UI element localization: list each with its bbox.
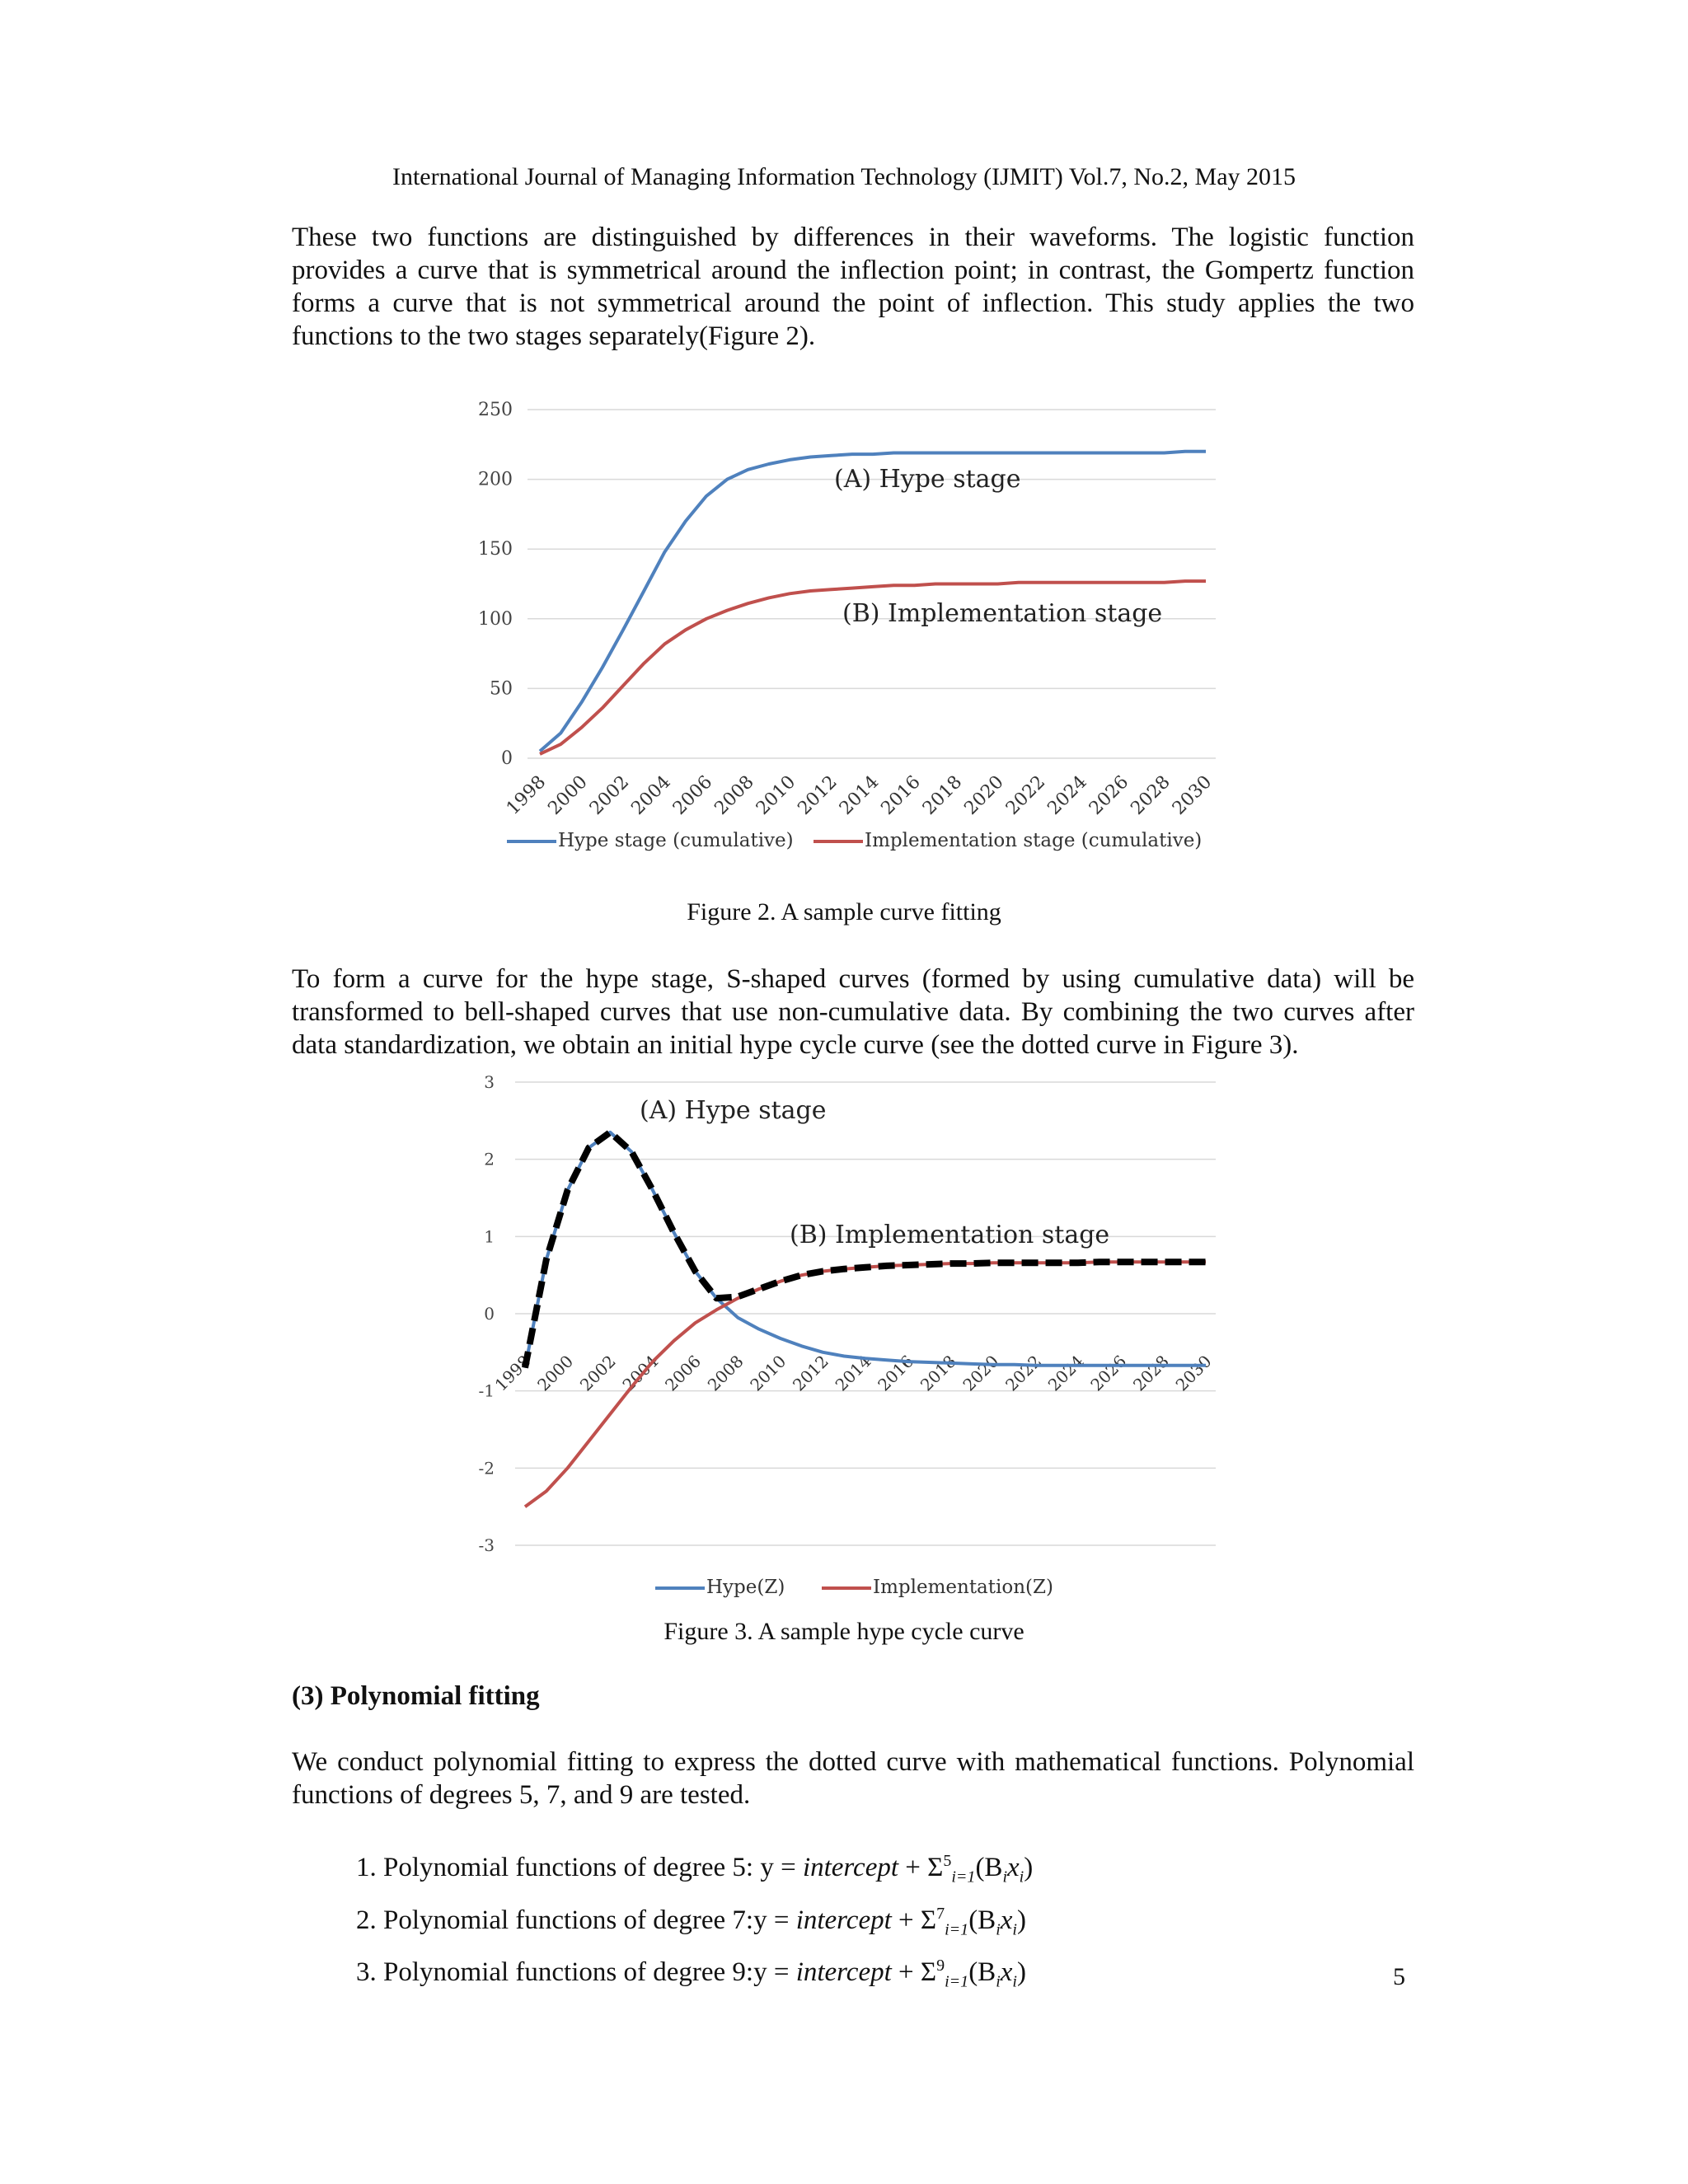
x-tick-label: 2006	[661, 1351, 706, 1395]
legend-label: Hype stage (cumulative)	[558, 830, 794, 851]
formula-1: 1. Polynomial functions of degree 5: y = intercept + $\Sigma^5_{i=1}(B_ix_i)$	[356, 1852, 1034, 1886]
figure-2-chart	[462, 387, 1245, 865]
x-tick-label: 2030	[1168, 771, 1217, 819]
x-tick-label: 1998	[490, 1351, 535, 1395]
x-tick-label: 2002	[575, 1351, 620, 1395]
x-tick-label: 2018	[918, 771, 967, 819]
x-tick-label: 2004	[618, 1351, 663, 1395]
x-tick-label: 2016	[874, 1351, 918, 1395]
y-tick-label: 100	[478, 608, 513, 630]
x-tick-label: 2014	[835, 771, 884, 819]
y-tick-label: 250	[478, 400, 513, 420]
x-tick-label: 2000	[533, 1351, 578, 1395]
y-tick-label: -1	[478, 1380, 495, 1401]
page-number: 5	[1393, 1963, 1405, 1990]
x-tick-label: 2000	[544, 771, 592, 819]
formula-list	[356, 1843, 1033, 2000]
legend-label: Implementation stage (cumulative)	[865, 830, 1203, 851]
y-tick-label: 0	[484, 1304, 495, 1324]
y-tick-label: 50	[490, 678, 513, 700]
series-line	[525, 1132, 1206, 1368]
x-tick-label: 2028	[1127, 771, 1175, 819]
journal-header: International Journal of Managing Information Technology (IJMIT) Vol.7, No.2, May 2015	[392, 163, 1296, 190]
combined-hype-cycle-dotted-line	[525, 1132, 1206, 1368]
figure-2-caption: Figure 2. A sample curve fitting	[687, 898, 1001, 926]
y-tick-label: -2	[478, 1458, 495, 1479]
x-tick-label: 2008	[710, 771, 758, 819]
paragraph-1: These two functions are distinguished by differences in their waveforms. The logistic function provides a curve that is symmetrical around the inflection point; in contrast, the Gompertz function forms a curve that is not symmetrical around the point of inflection. This study applies the two functions to the two stages separately(Figure 2).	[292, 223, 1414, 351]
x-tick-label: 2024	[1043, 1351, 1088, 1395]
x-tick-label: 2028	[1128, 1351, 1173, 1395]
x-tick-label: 2010	[752, 771, 800, 819]
paragraph-3: We conduct polynomial fitting to express the dotted curve with mathematical functions. Polynomial functions of degrees 5, 7, and 9 are tested.	[292, 1747, 1414, 1810]
x-tick-label: 2002	[585, 771, 634, 819]
formula-3: 3. Polynomial functions of degree 9:y = intercept + $\Sigma^9_{i=1}(B_ix_i)$	[356, 1957, 1026, 1991]
x-tick-label: 2012	[794, 771, 842, 819]
x-tick-label: 2022	[1001, 771, 1050, 819]
x-tick-label: 2008	[703, 1351, 748, 1395]
figure-3-chart	[462, 1067, 1245, 1611]
figure-3-caption: Figure 3. A sample hype cycle curve	[663, 1618, 1025, 1645]
annotation-hype-stage: (A) Hype stage	[640, 1096, 827, 1125]
x-tick-label: 2014	[831, 1351, 875, 1395]
x-tick-label: 2022	[1001, 1351, 1046, 1395]
x-tick-label: 2026	[1086, 1351, 1131, 1395]
x-tick-label: 2024	[1043, 771, 1091, 819]
x-tick-label: 1998	[502, 771, 551, 819]
annotation-implementation-stage: (B) Implementation stage	[842, 599, 1163, 628]
y-tick-label: 150	[478, 539, 513, 560]
y-tick-label: 200	[478, 469, 513, 490]
x-tick-label: 2012	[788, 1351, 832, 1395]
annotation-implementation-stage: (B) Implementation stage	[790, 1221, 1110, 1249]
x-tick-label: 2004	[627, 771, 675, 819]
x-tick-label: 2026	[1085, 771, 1133, 819]
y-tick-label: -3	[478, 1535, 495, 1555]
x-tick-label: 2006	[668, 771, 717, 819]
x-tick-label: 2020	[959, 1351, 1003, 1395]
x-tick-label: 2010	[746, 1351, 790, 1395]
legend-label: Hype(Z)	[706, 1577, 785, 1598]
y-tick-label: 3	[484, 1072, 495, 1092]
formula-2: 2. Polynomial functions of degree 7:y = intercept + $\Sigma^7_{i=1}(B_ix_i)$	[356, 1904, 1026, 1939]
x-tick-label: 2030	[1171, 1351, 1216, 1395]
annotation-hype-stage: (A) Hype stage	[834, 465, 1021, 494]
paragraph-2: To form a curve for the hype stage, S-shaped curves (formed by using cumulative data) will be transformed to bell-shaped curves that use non-cumulative data. By combining the two curves after data standardization, we obtain an initial hype cycle curve (see the dotted curve in Figure 3).	[292, 964, 1414, 1060]
y-tick-label: 2	[484, 1149, 495, 1169]
x-tick-label: 2018	[916, 1351, 960, 1395]
x-tick-label: 2020	[960, 771, 1008, 819]
section-heading: (3) Polynomial fitting	[292, 1681, 540, 1711]
x-tick-label: 2016	[877, 771, 925, 819]
y-tick-label: 0	[501, 748, 513, 769]
y-tick-label: 1	[484, 1226, 495, 1247]
legend-label: Implementation(Z)	[873, 1577, 1053, 1598]
